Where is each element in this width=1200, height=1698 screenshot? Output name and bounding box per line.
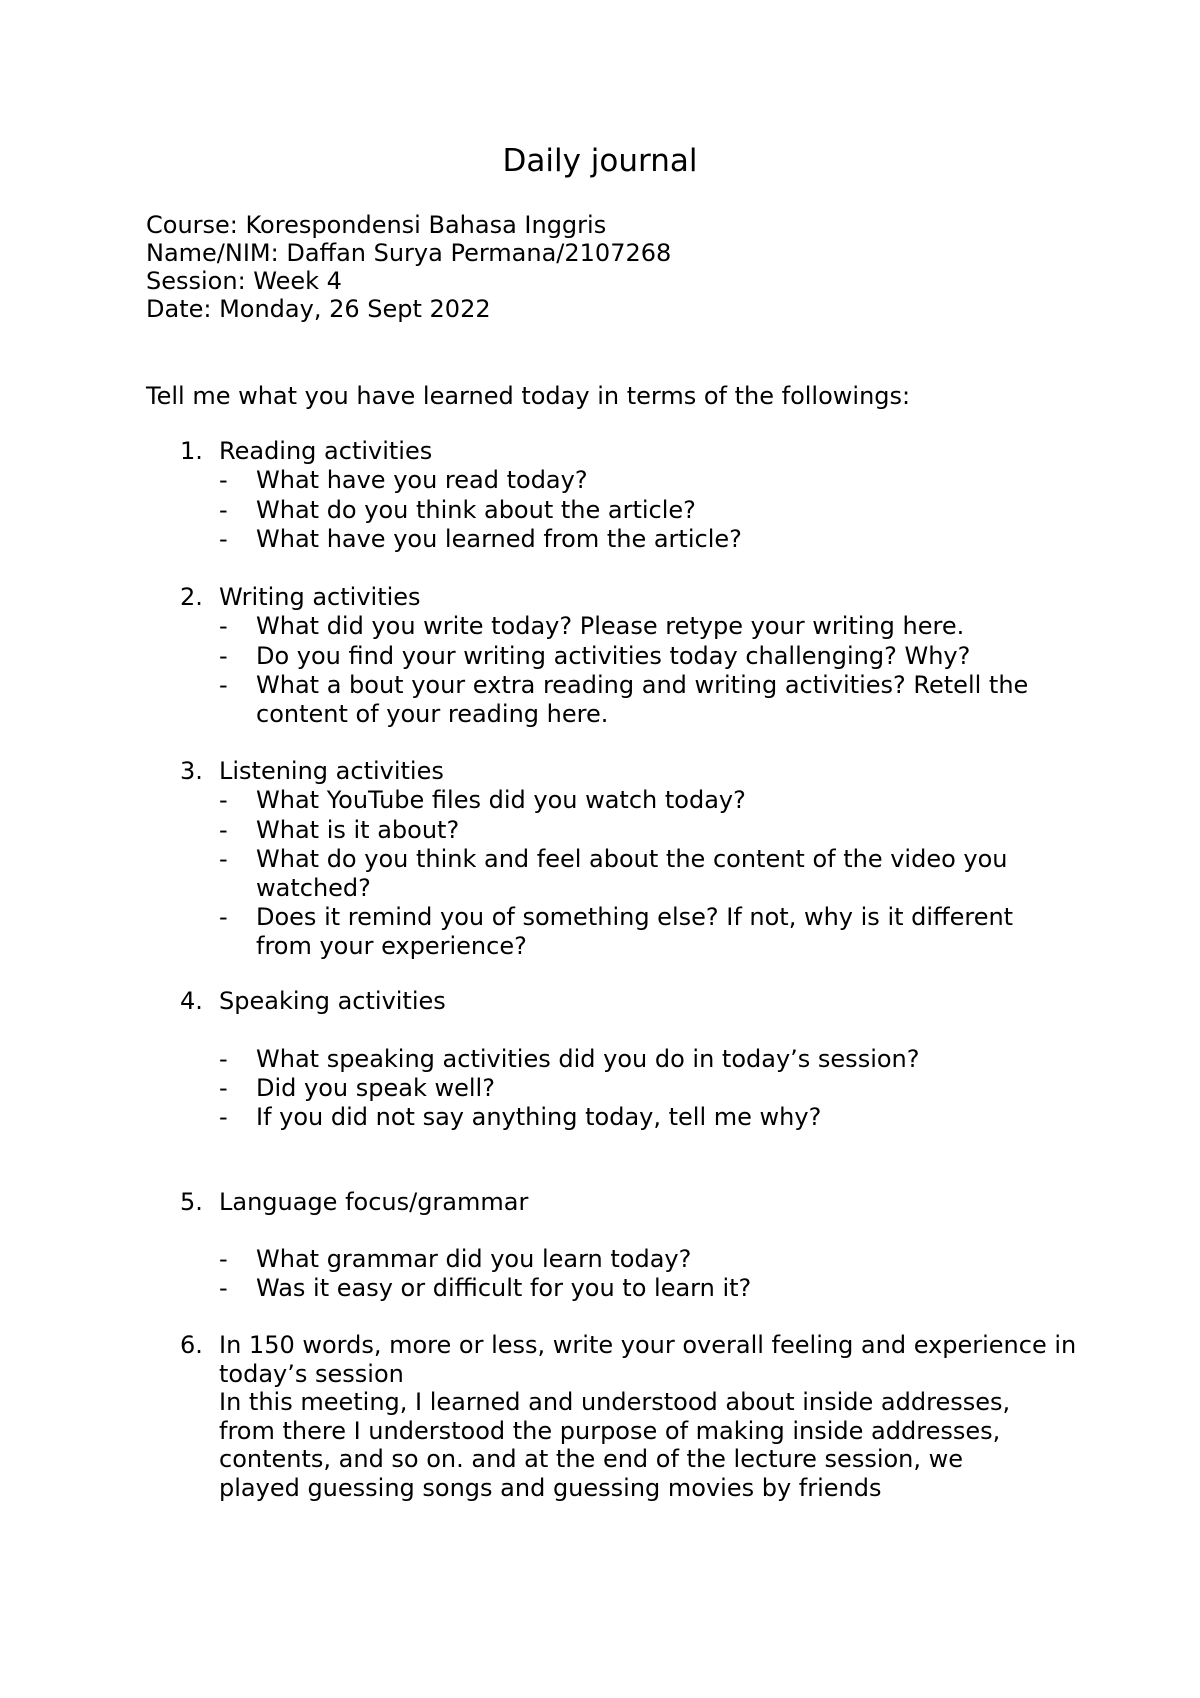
question-text: What YouTube files did you watch today?: [256, 786, 746, 814]
dash-bullet: -: [219, 845, 228, 873]
question-text: What grammar did you learn today?: [256, 1245, 692, 1273]
section-number: 4.: [180, 987, 203, 1015]
dash-bullet: -: [219, 466, 228, 494]
question-text: What did you write today? Please retype your writing here.: [256, 612, 965, 640]
dash-bullet: -: [219, 671, 228, 699]
meta-block: [146, 211, 671, 323]
question-text: If you did not say anything today, tell me why?: [256, 1103, 822, 1131]
dash-bullet: -: [219, 496, 228, 524]
section-number: 2.: [180, 583, 203, 611]
dash-bullet: -: [219, 816, 228, 844]
question-text: What do you think and feel about the content of the video you watched?: [256, 845, 1008, 902]
date-line: Date: Monday, 26 Sept 2022: [146, 295, 491, 323]
section-heading: In 150 words, more or less, write your overall feeling and experience in today’s session: [219, 1331, 1077, 1388]
dash-bullet: -: [219, 642, 228, 670]
dash-bullet: -: [219, 1074, 228, 1102]
section-heading: Listening activities: [219, 757, 444, 785]
dash-bullet: -: [219, 1103, 228, 1131]
section-heading: Speaking activities: [219, 987, 446, 1015]
dash-bullet: -: [219, 525, 228, 553]
question-text: Was it easy or difficult for you to learn it?: [256, 1274, 752, 1302]
dash-bullet: -: [219, 1045, 228, 1073]
dash-bullet: -: [219, 786, 228, 814]
dash-bullet: -: [219, 903, 228, 931]
question-text: What have you read today?: [256, 466, 588, 494]
question-text: What is it about?: [256, 816, 460, 844]
course-line: Course: Korespondensi Bahasa Inggris: [146, 211, 607, 239]
section-number: 3.: [180, 757, 203, 785]
section-number: 6.: [180, 1331, 203, 1359]
document-title: Daily journal: [502, 143, 698, 179]
question-text: Does it remind you of something else? If not, why is it different from your experience?: [256, 903, 1014, 960]
question-text: What speaking activities did you do in today’s session?: [256, 1045, 920, 1073]
question-text: What do you think about the article?: [256, 496, 696, 524]
dash-bullet: -: [219, 1245, 228, 1273]
question-text: Do you find your writing activities today challenging? Why?: [256, 642, 971, 670]
name-line: Name/NIM: Daffan Surya Permana/2107268: [146, 239, 672, 267]
section-number: 5.: [180, 1188, 203, 1216]
intro-text: Tell me what you have learned today in terms of the followings:: [146, 382, 911, 410]
reflection-answer: In this meeting, I learned and understood about inside addresses, from there I understood the purpose of making inside addresses, contents, and so on. and at the end of the lecture session, we played guessing songs and guessing movies by friends: [219, 1388, 1011, 1503]
section-heading: Writing activities: [219, 583, 421, 611]
section-heading: Reading activities: [219, 437, 433, 465]
section-number: 1.: [180, 437, 203, 465]
dash-bullet: -: [219, 612, 228, 640]
question-text: Did you speak well?: [256, 1074, 495, 1102]
question-text: What have you learned from the article?: [256, 525, 742, 553]
question-text: What a bout your extra reading and writing activities? Retell the content of your reading here.: [256, 671, 1029, 728]
session-line: Session: Week 4: [146, 267, 342, 295]
section-heading: Language focus/grammar: [219, 1188, 529, 1216]
dash-bullet: -: [219, 1274, 228, 1302]
